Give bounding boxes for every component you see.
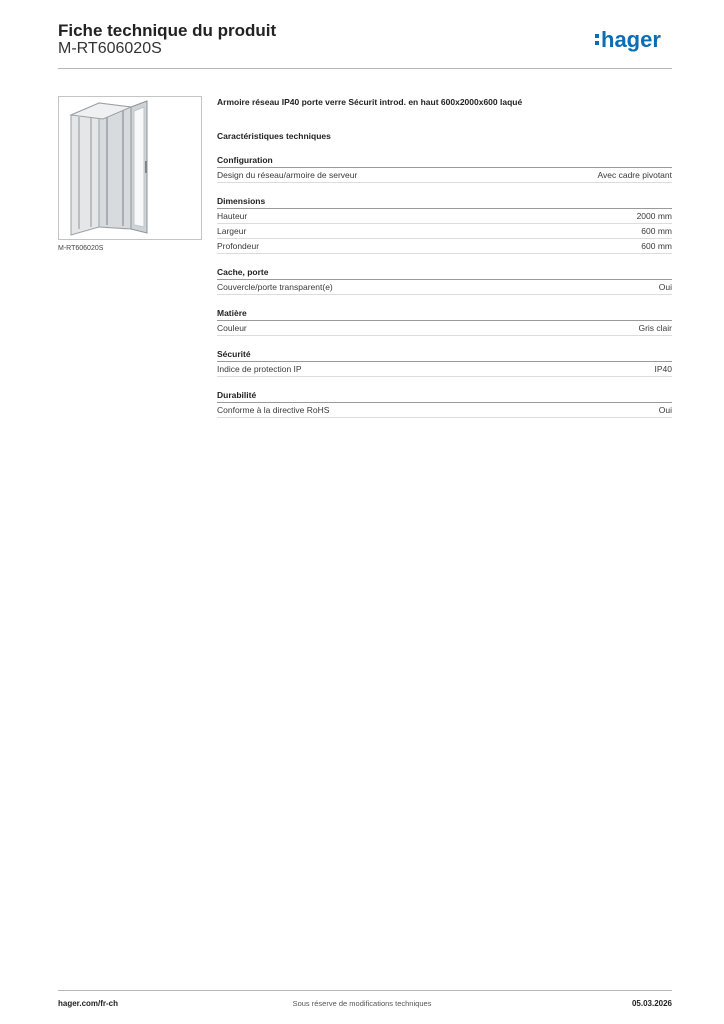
- product-image: [58, 96, 202, 240]
- spec-value: Gris clair: [638, 323, 672, 333]
- footer-divider: [58, 990, 672, 991]
- spec-value: 2000 mm: [636, 211, 672, 221]
- footer-date: 05.03.2026: [631, 999, 672, 1008]
- spec-value: IP40: [654, 364, 672, 374]
- cabinet-illustration: [59, 97, 201, 239]
- spec-label: Profondeur: [217, 241, 260, 251]
- spec-label: Largeur: [217, 226, 247, 236]
- spec-value: 600 mm: [641, 226, 672, 236]
- spec-label: Couvercle/porte transparent(e): [217, 282, 333, 292]
- spec-group-matiere: [217, 307, 672, 336]
- spec-value: 600 mm: [641, 241, 672, 251]
- group-title: Durabilité: [217, 389, 672, 403]
- header-divider: [58, 68, 672, 69]
- spec-row: [217, 224, 672, 239]
- spec-group-securite: [217, 348, 672, 377]
- spec-value: Oui: [658, 405, 672, 415]
- spec-value: Avec cadre pivotant: [597, 170, 672, 180]
- spec-label: Conforme à la directive RoHS: [217, 405, 330, 415]
- spec-label: Couleur: [217, 323, 247, 333]
- spec-group-durabilite: [217, 389, 672, 418]
- hager-logo: [595, 27, 673, 60]
- image-caption: M-RT606020S: [58, 245, 104, 252]
- product-reference: M-RT606020S: [58, 40, 162, 57]
- spec-row: [217, 239, 672, 254]
- spec-group-dimensions: [217, 195, 672, 254]
- logo-text: hager: [601, 27, 661, 52]
- group-title: Matière: [217, 307, 672, 321]
- spec-group-configuration: [217, 154, 672, 183]
- spec-group-cache-porte: [217, 266, 672, 295]
- spec-value: Oui: [658, 282, 672, 292]
- page-title: Fiche technique du produit: [58, 21, 277, 40]
- spec-label: Indice de protection IP: [217, 364, 302, 374]
- footer-disclaimer: Sous réserve de modifications techniques: [292, 999, 432, 1008]
- hager-logo-mark: [595, 27, 673, 55]
- group-title: Cache, porte: [217, 266, 672, 280]
- spec-row: [217, 403, 672, 418]
- group-title: Sécurité: [217, 348, 672, 362]
- spec-row: [217, 321, 672, 336]
- spec-row: [217, 362, 672, 377]
- group-title: Dimensions: [217, 195, 672, 209]
- group-title: Configuration: [217, 154, 672, 168]
- spec-row: [217, 280, 672, 295]
- product-description: Armoire réseau IP40 porte verre Sécurit introd. en haut 600x2000x600 laqué: [217, 97, 523, 107]
- spec-row: [217, 209, 672, 224]
- footer-website-link[interactable]: hager.com/fr-ch: [58, 999, 119, 1008]
- spec-label: Design du réseau/armoire de serveur: [217, 170, 358, 180]
- spec-row: [217, 168, 672, 183]
- spec-content: [217, 96, 672, 418]
- spec-label: Hauteur: [217, 211, 248, 221]
- specs-heading: Caractéristiques techniques: [217, 131, 331, 141]
